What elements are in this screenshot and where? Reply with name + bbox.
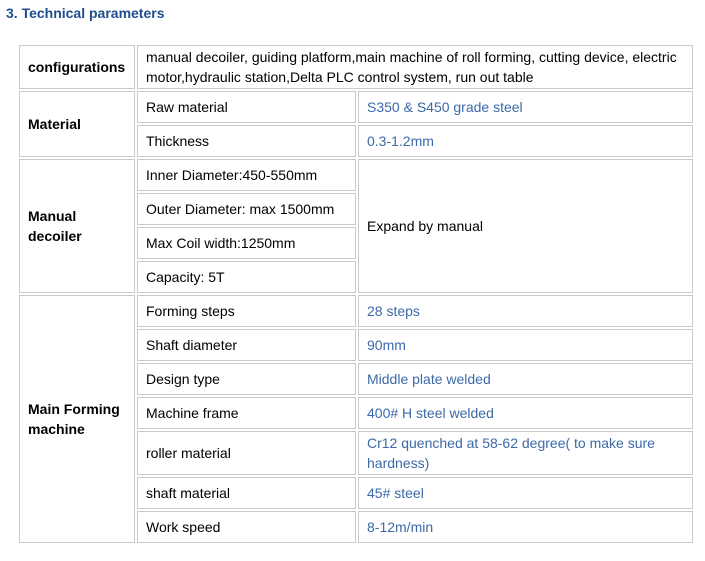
row-value: S350 & S450 grade steel: [358, 91, 693, 123]
table-row: [19, 91, 693, 123]
manual-decoiler-label: Manual decoiler: [19, 159, 135, 293]
table-row: [19, 159, 693, 191]
row-label: shaft material: [137, 477, 356, 509]
row-label: Shaft diameter: [137, 329, 356, 361]
row-label: Machine frame: [137, 397, 356, 429]
row-value: 45# steel: [358, 477, 693, 509]
row-label: Work speed: [137, 511, 356, 543]
configurations-value: manual decoiler, guiding platform,main machine of roll forming, cutting device, electric motor,hydraulic station,Delta PLC control system, run out table: [137, 45, 693, 89]
row-label: Capacity: 5T: [137, 261, 356, 293]
row-value: 8-12m/min: [358, 511, 693, 543]
table-row: [19, 295, 693, 327]
manual-decoiler-value: Expand by manual: [358, 159, 693, 293]
row-value: Middle plate welded: [358, 363, 693, 395]
configurations-label: configurations: [19, 45, 135, 89]
row-label: Outer Diameter: max 1500mm: [137, 193, 356, 225]
row-value: Cr12 quenched at 58-62 degree( to make sure hardness): [358, 431, 693, 475]
row-label: Raw material: [137, 91, 356, 123]
section-title: 3. Technical parameters: [6, 5, 165, 21]
row-label: Design type: [137, 363, 356, 395]
row-value: 0.3-1.2mm: [358, 125, 693, 157]
row-label: Inner Diameter:450-550mm: [137, 159, 356, 191]
row-label: Forming steps: [137, 295, 356, 327]
material-label: Material: [19, 91, 135, 157]
row-value: 90mm: [358, 329, 693, 361]
table-row: [19, 45, 693, 89]
main-forming-label: Main Forming machine: [19, 295, 135, 543]
row-label: roller material: [137, 431, 356, 475]
row-label: Thickness: [137, 125, 356, 157]
row-value: 28 steps: [358, 295, 693, 327]
technical-parameters-table: [17, 43, 695, 545]
row-label: Max Coil width:1250mm: [137, 227, 356, 259]
row-value: 400# H steel welded: [358, 397, 693, 429]
